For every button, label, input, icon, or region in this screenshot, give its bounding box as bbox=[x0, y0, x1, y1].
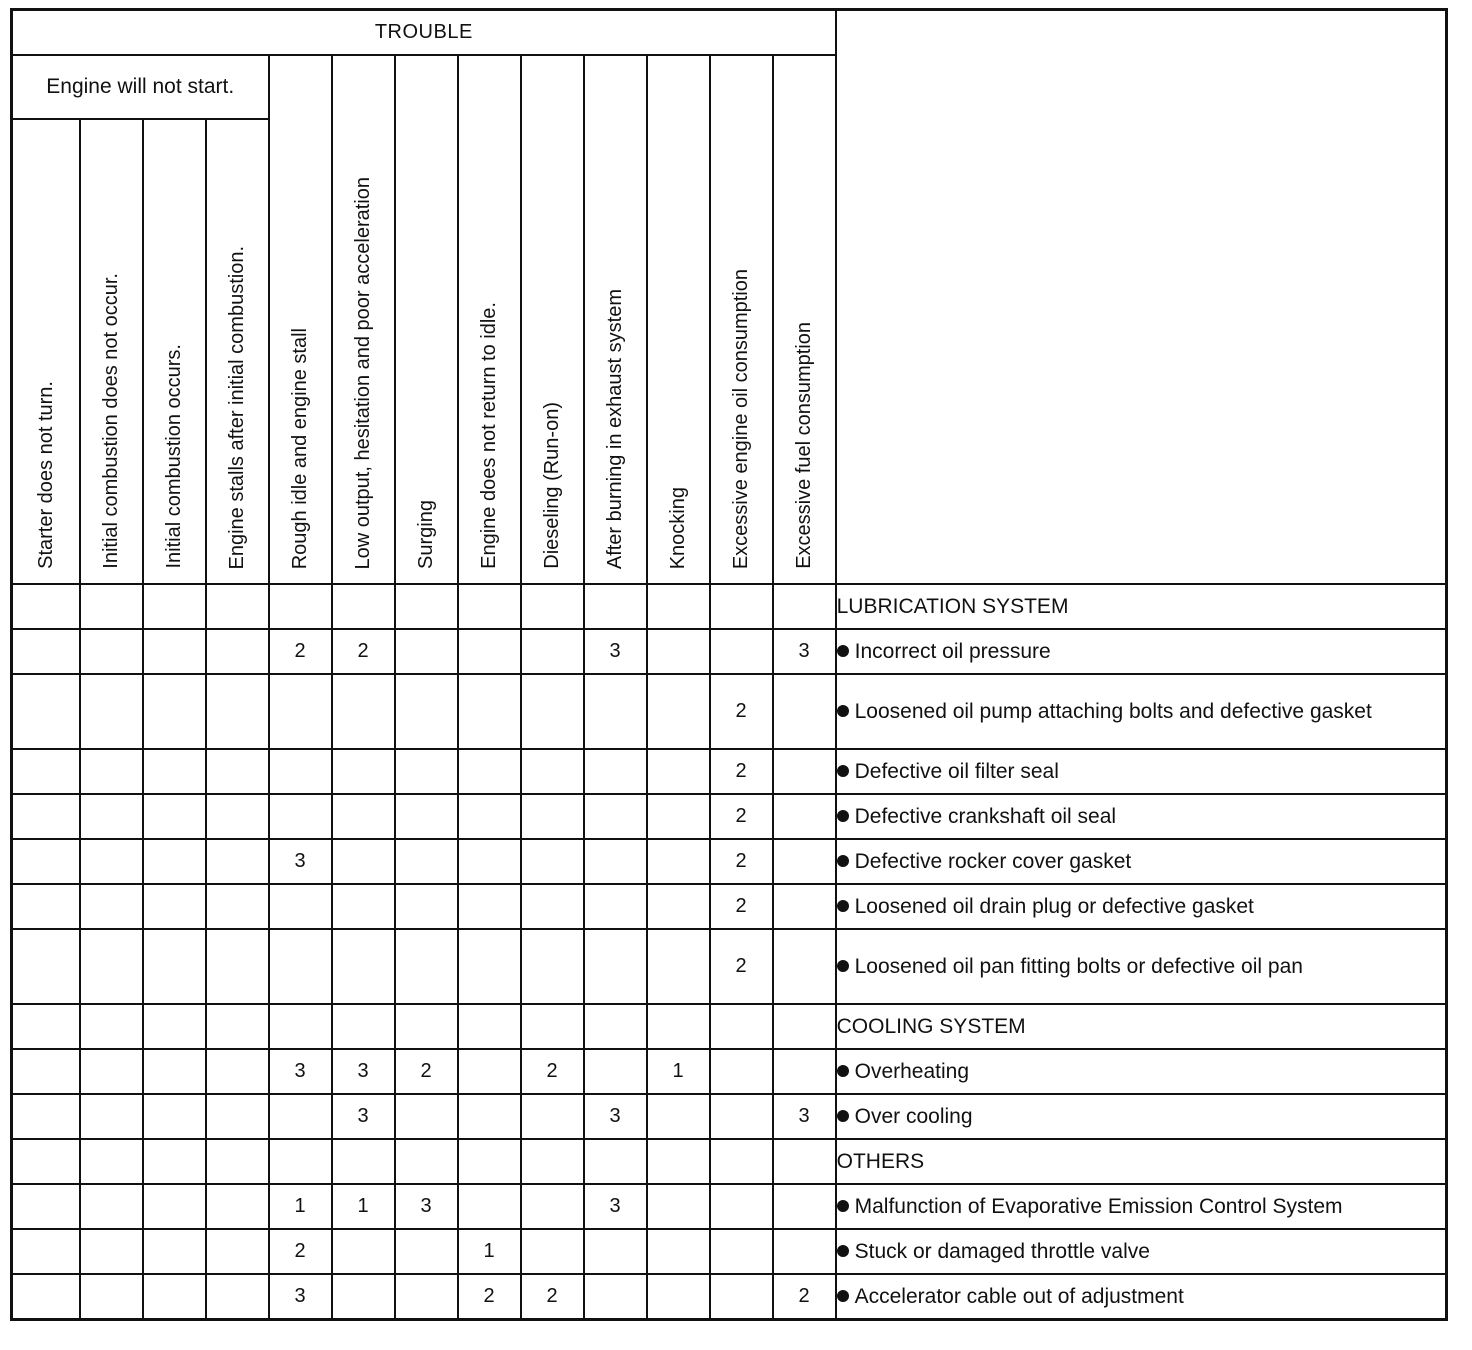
rating-cell bbox=[458, 749, 521, 794]
bullet-icon bbox=[837, 765, 849, 777]
table-row bbox=[12, 674, 1447, 749]
column-header-label: Excessive engine oil consumption bbox=[730, 268, 752, 569]
rating-cell bbox=[521, 674, 584, 749]
bullet-icon bbox=[837, 645, 849, 657]
rating-cell bbox=[647, 839, 710, 884]
rating-cell bbox=[584, 1139, 647, 1184]
rating-cell bbox=[647, 1184, 710, 1229]
rating-cell bbox=[395, 839, 458, 884]
rating-cell bbox=[773, 884, 836, 929]
rating-cell bbox=[206, 629, 269, 674]
rating-cell bbox=[206, 1274, 269, 1320]
rating-cell bbox=[143, 1184, 206, 1229]
rating-cell bbox=[584, 1004, 647, 1049]
item-description bbox=[836, 884, 1447, 929]
rating-cell bbox=[458, 1049, 521, 1094]
column-header-label: After burning in exhaust system bbox=[604, 288, 626, 569]
section-row bbox=[12, 584, 1447, 629]
rating-cell bbox=[521, 584, 584, 629]
rating-cell bbox=[143, 1094, 206, 1139]
item-description bbox=[836, 839, 1447, 884]
rating-cell bbox=[80, 1274, 143, 1320]
rating-cell bbox=[332, 1139, 395, 1184]
rating-cell bbox=[647, 1139, 710, 1184]
bullet-icon bbox=[837, 1245, 849, 1257]
rating-cell bbox=[332, 584, 395, 629]
rating-cell bbox=[647, 1094, 710, 1139]
column-header-label: Initial combustion occurs. bbox=[163, 344, 185, 569]
rating-cell: 2 bbox=[710, 929, 773, 1004]
rating-cell bbox=[521, 749, 584, 794]
rating-cell bbox=[269, 674, 332, 749]
rating-cell bbox=[458, 629, 521, 674]
column-header-label: Initial combustion does not occur. bbox=[100, 273, 122, 569]
bullet-icon bbox=[837, 1290, 849, 1302]
rating-cell bbox=[458, 839, 521, 884]
item-label: Loosened oil pan fitting bolts or defective oil pan bbox=[854, 954, 1303, 978]
rating-cell bbox=[12, 674, 80, 749]
column-header bbox=[521, 55, 584, 584]
column-header-label: Rough idle and engine stall bbox=[289, 327, 311, 569]
rating-cell bbox=[80, 1139, 143, 1184]
column-header bbox=[458, 55, 521, 584]
item-label: Defective crankshaft oil seal bbox=[854, 804, 1117, 828]
rating-cell bbox=[584, 839, 647, 884]
rating-cell bbox=[269, 1094, 332, 1139]
item-description bbox=[836, 929, 1447, 1004]
rating-cell: 2 bbox=[458, 1274, 521, 1320]
bullet-icon bbox=[837, 810, 849, 822]
rating-cell bbox=[80, 1094, 143, 1139]
rating-cell bbox=[332, 929, 395, 1004]
rating-cell bbox=[395, 584, 458, 629]
rating-cell bbox=[12, 884, 80, 929]
rating-cell bbox=[647, 629, 710, 674]
rating-cell bbox=[143, 584, 206, 629]
rating-cell bbox=[206, 1229, 269, 1274]
rating-cell bbox=[395, 1004, 458, 1049]
rating-cell bbox=[710, 1094, 773, 1139]
rating-cell bbox=[710, 1229, 773, 1274]
item-label: Incorrect oil pressure bbox=[854, 639, 1051, 663]
rating-cell: 2 bbox=[710, 884, 773, 929]
item-description bbox=[836, 1274, 1447, 1320]
rating-cell bbox=[143, 884, 206, 929]
rating-cell bbox=[12, 749, 80, 794]
section-title bbox=[836, 1004, 1447, 1049]
rating-cell bbox=[143, 1049, 206, 1094]
rating-cell bbox=[584, 884, 647, 929]
table-row bbox=[12, 629, 1447, 674]
rating-cell: 2 bbox=[773, 1274, 836, 1320]
rating-cell bbox=[143, 1004, 206, 1049]
item-description bbox=[836, 1094, 1447, 1139]
bullet-icon bbox=[837, 1200, 849, 1212]
rating-cell: 2 bbox=[332, 629, 395, 674]
rating-cell bbox=[12, 839, 80, 884]
rating-cell: 1 bbox=[458, 1229, 521, 1274]
rating-cell bbox=[773, 1139, 836, 1184]
column-header bbox=[143, 119, 206, 584]
bullet-icon bbox=[837, 855, 849, 867]
rating-cell: 3 bbox=[773, 629, 836, 674]
rating-cell bbox=[710, 1274, 773, 1320]
column-header bbox=[80, 119, 143, 584]
rating-cell bbox=[395, 884, 458, 929]
trouble-rows bbox=[12, 584, 1447, 1320]
rating-cell: 3 bbox=[332, 1094, 395, 1139]
rating-cell bbox=[332, 839, 395, 884]
rating-cell: 2 bbox=[395, 1049, 458, 1094]
rating-cell: 3 bbox=[395, 1184, 458, 1229]
column-header bbox=[12, 119, 80, 584]
column-header-label: Engine stalls after initial combustion. bbox=[226, 245, 248, 569]
rating-cell bbox=[647, 1004, 710, 1049]
rating-cell bbox=[773, 1229, 836, 1274]
rating-cell bbox=[647, 884, 710, 929]
rating-cell bbox=[458, 1184, 521, 1229]
item-label: Defective oil filter seal bbox=[854, 759, 1059, 783]
rating-cell bbox=[395, 929, 458, 1004]
rating-cell bbox=[584, 1274, 647, 1320]
rating-cell bbox=[647, 794, 710, 839]
column-header-label: Surging bbox=[415, 500, 437, 569]
rating-cell bbox=[269, 884, 332, 929]
section-title bbox=[836, 1139, 1447, 1184]
rating-cell bbox=[12, 1004, 80, 1049]
rating-cell bbox=[395, 629, 458, 674]
rating-cell bbox=[206, 1184, 269, 1229]
rating-cell bbox=[647, 1229, 710, 1274]
table-row bbox=[12, 749, 1447, 794]
rating-cell bbox=[143, 1274, 206, 1320]
column-header bbox=[395, 55, 458, 584]
rating-cell bbox=[12, 584, 80, 629]
item-description bbox=[836, 629, 1447, 674]
rating-cell bbox=[332, 1229, 395, 1274]
rating-cell bbox=[80, 794, 143, 839]
rating-cell bbox=[80, 1184, 143, 1229]
rating-cell bbox=[521, 929, 584, 1004]
rating-cell bbox=[458, 1139, 521, 1184]
table-row bbox=[12, 794, 1447, 839]
table-row bbox=[12, 1274, 1447, 1320]
table-row bbox=[12, 1049, 1447, 1094]
item-label: Overheating bbox=[854, 1059, 970, 1083]
rating-cell: 3 bbox=[584, 629, 647, 674]
trouble-title: TROUBLE bbox=[12, 10, 836, 56]
rating-cell bbox=[395, 794, 458, 839]
rating-cell bbox=[710, 1184, 773, 1229]
item-description bbox=[836, 749, 1447, 794]
rating-cell bbox=[206, 929, 269, 1004]
rating-cell: 2 bbox=[521, 1274, 584, 1320]
rating-cell bbox=[12, 629, 80, 674]
column-header-label: Starter does not turn. bbox=[34, 381, 57, 569]
column-header-label: Excessive fuel consumption bbox=[793, 322, 816, 569]
rating-cell bbox=[773, 839, 836, 884]
rating-cell bbox=[206, 584, 269, 629]
rating-cell bbox=[647, 584, 710, 629]
rating-cell bbox=[80, 884, 143, 929]
rating-cell bbox=[143, 839, 206, 884]
column-header bbox=[206, 119, 269, 584]
rating-cell bbox=[332, 884, 395, 929]
column-header bbox=[773, 55, 836, 584]
rating-cell bbox=[458, 1004, 521, 1049]
rating-cell bbox=[521, 794, 584, 839]
rating-cell bbox=[710, 1004, 773, 1049]
rating-cell bbox=[269, 1139, 332, 1184]
table-row bbox=[12, 884, 1447, 929]
rating-cell bbox=[647, 674, 710, 749]
rating-cell bbox=[773, 794, 836, 839]
rating-cell bbox=[395, 674, 458, 749]
rating-cell bbox=[773, 749, 836, 794]
rating-cell: 1 bbox=[647, 1049, 710, 1094]
rating-cell bbox=[80, 1004, 143, 1049]
blank-header-cell bbox=[836, 10, 1447, 585]
rating-cell bbox=[80, 929, 143, 1004]
rating-cell bbox=[773, 929, 836, 1004]
rating-cell bbox=[458, 584, 521, 629]
item-description bbox=[836, 674, 1447, 749]
rating-cell bbox=[458, 674, 521, 749]
rating-cell bbox=[584, 1229, 647, 1274]
rating-cell bbox=[12, 1274, 80, 1320]
rating-cell: 1 bbox=[332, 1184, 395, 1229]
rating-cell: 3 bbox=[773, 1094, 836, 1139]
rating-cell: 2 bbox=[710, 674, 773, 749]
column-header bbox=[584, 55, 647, 584]
rating-cell bbox=[12, 1229, 80, 1274]
item-label: Accelerator cable out of adjustment bbox=[854, 1284, 1184, 1308]
rating-cell: 2 bbox=[710, 794, 773, 839]
rating-cell bbox=[521, 1139, 584, 1184]
rating-cell bbox=[647, 1274, 710, 1320]
rating-cell bbox=[12, 794, 80, 839]
column-header bbox=[710, 55, 773, 584]
item-label: Stuck or damaged throttle valve bbox=[854, 1239, 1150, 1263]
rating-cell bbox=[458, 794, 521, 839]
rating-cell bbox=[710, 629, 773, 674]
section-title bbox=[836, 584, 1447, 629]
rating-cell bbox=[332, 749, 395, 794]
table-row bbox=[12, 929, 1447, 1004]
rating-cell bbox=[773, 1049, 836, 1094]
table-row bbox=[12, 839, 1447, 884]
rating-cell: 1 bbox=[269, 1184, 332, 1229]
bullet-icon bbox=[837, 960, 849, 972]
rating-cell: 2 bbox=[269, 629, 332, 674]
column-header-label: Knocking bbox=[667, 486, 689, 569]
rating-cell bbox=[12, 1184, 80, 1229]
rating-cell bbox=[584, 929, 647, 1004]
rating-cell bbox=[206, 1049, 269, 1094]
rating-cell bbox=[521, 629, 584, 674]
item-label: OTHERS bbox=[836, 1149, 925, 1173]
rating-cell bbox=[12, 1094, 80, 1139]
rating-cell bbox=[143, 794, 206, 839]
rating-cell bbox=[206, 794, 269, 839]
rating-cell bbox=[458, 929, 521, 1004]
rating-cell bbox=[332, 674, 395, 749]
rating-cell: 2 bbox=[269, 1229, 332, 1274]
rating-cell bbox=[521, 1094, 584, 1139]
rating-cell bbox=[143, 1139, 206, 1184]
rating-cell bbox=[80, 1049, 143, 1094]
rating-cell bbox=[143, 629, 206, 674]
item-label: Malfunction of Evaporative Emission Control System bbox=[854, 1194, 1343, 1218]
section-row bbox=[12, 1139, 1447, 1184]
rating-cell bbox=[143, 1229, 206, 1274]
rating-cell bbox=[395, 749, 458, 794]
rating-cell: 3 bbox=[269, 1274, 332, 1320]
engine-will-not-start-group: Engine will not start. bbox=[12, 55, 269, 119]
rating-cell bbox=[773, 1004, 836, 1049]
rating-cell bbox=[269, 794, 332, 839]
rating-cell bbox=[395, 1094, 458, 1139]
table-row bbox=[12, 1184, 1447, 1229]
rating-cell bbox=[584, 794, 647, 839]
bullet-icon bbox=[837, 1110, 849, 1122]
item-label: Loosened oil drain plug or defective gasket bbox=[854, 894, 1254, 918]
rating-cell bbox=[269, 584, 332, 629]
column-header bbox=[647, 55, 710, 584]
rating-cell bbox=[206, 1004, 269, 1049]
rating-cell: 2 bbox=[521, 1049, 584, 1094]
column-header-label: Low output, hesitation and poor acceleration bbox=[352, 176, 374, 569]
rating-cell bbox=[269, 749, 332, 794]
item-description bbox=[836, 794, 1447, 839]
rating-cell bbox=[12, 1049, 80, 1094]
trouble-table bbox=[10, 8, 1448, 1321]
rating-cell bbox=[80, 839, 143, 884]
table-row bbox=[12, 1094, 1447, 1139]
item-description bbox=[836, 1184, 1447, 1229]
bullet-icon bbox=[837, 1065, 849, 1077]
rating-cell bbox=[458, 884, 521, 929]
column-header-label: Engine does not return to idle. bbox=[478, 302, 500, 569]
rating-cell bbox=[395, 1229, 458, 1274]
column-header bbox=[332, 55, 395, 584]
rating-cell bbox=[647, 929, 710, 1004]
rating-cell bbox=[710, 1049, 773, 1094]
rating-cell bbox=[80, 629, 143, 674]
rating-cell bbox=[395, 1274, 458, 1320]
rating-cell bbox=[521, 1229, 584, 1274]
rating-cell bbox=[773, 584, 836, 629]
rating-cell bbox=[773, 674, 836, 749]
rating-cell bbox=[143, 749, 206, 794]
rating-cell bbox=[206, 839, 269, 884]
rating-cell bbox=[80, 674, 143, 749]
rating-cell bbox=[584, 674, 647, 749]
item-label: Loosened oil pump attaching bolts and defective gasket bbox=[854, 699, 1372, 723]
rating-cell bbox=[206, 1139, 269, 1184]
column-header-label: Dieseling (Run-on) bbox=[541, 402, 563, 569]
item-label: Defective rocker cover gasket bbox=[854, 849, 1132, 873]
rating-cell: 2 bbox=[710, 839, 773, 884]
item-label: Over cooling bbox=[854, 1104, 973, 1128]
rating-cell bbox=[143, 929, 206, 1004]
rating-cell bbox=[80, 1229, 143, 1274]
rating-cell bbox=[80, 749, 143, 794]
rating-cell bbox=[80, 584, 143, 629]
rating-cell bbox=[269, 1004, 332, 1049]
rating-cell: 3 bbox=[584, 1184, 647, 1229]
rating-cell bbox=[332, 1274, 395, 1320]
rating-cell bbox=[710, 584, 773, 629]
rating-cell: 2 bbox=[710, 749, 773, 794]
rating-cell: 3 bbox=[269, 839, 332, 884]
rating-cell bbox=[206, 1094, 269, 1139]
rating-cell bbox=[206, 884, 269, 929]
rating-cell bbox=[773, 1184, 836, 1229]
rating-cell: 3 bbox=[332, 1049, 395, 1094]
rating-cell: 3 bbox=[584, 1094, 647, 1139]
rating-cell bbox=[12, 929, 80, 1004]
rating-cell bbox=[521, 884, 584, 929]
column-header bbox=[269, 55, 332, 584]
rating-cell bbox=[12, 1139, 80, 1184]
rating-cell bbox=[269, 929, 332, 1004]
rating-cell bbox=[521, 839, 584, 884]
rating-cell bbox=[332, 794, 395, 839]
rating-cell bbox=[332, 1004, 395, 1049]
rating-cell bbox=[521, 1184, 584, 1229]
rating-cell bbox=[206, 749, 269, 794]
item-label: COOLING SYSTEM bbox=[836, 1014, 1026, 1038]
item-label: LUBRICATION SYSTEM bbox=[836, 594, 1069, 618]
rating-cell bbox=[458, 1094, 521, 1139]
rating-cell bbox=[710, 1139, 773, 1184]
rating-cell bbox=[521, 1004, 584, 1049]
bullet-icon bbox=[837, 900, 849, 912]
rating-cell bbox=[143, 674, 206, 749]
rating-cell: 3 bbox=[269, 1049, 332, 1094]
bullet-icon bbox=[837, 705, 849, 717]
rating-cell bbox=[584, 1049, 647, 1094]
item-description bbox=[836, 1229, 1447, 1274]
rating-cell bbox=[584, 584, 647, 629]
rating-cell bbox=[206, 674, 269, 749]
rating-cell bbox=[395, 1139, 458, 1184]
section-row bbox=[12, 1004, 1447, 1049]
rating-cell bbox=[647, 749, 710, 794]
rating-cell bbox=[584, 749, 647, 794]
table-row bbox=[12, 1229, 1447, 1274]
item-description bbox=[836, 1049, 1447, 1094]
trouble-chart bbox=[10, 8, 1448, 1321]
